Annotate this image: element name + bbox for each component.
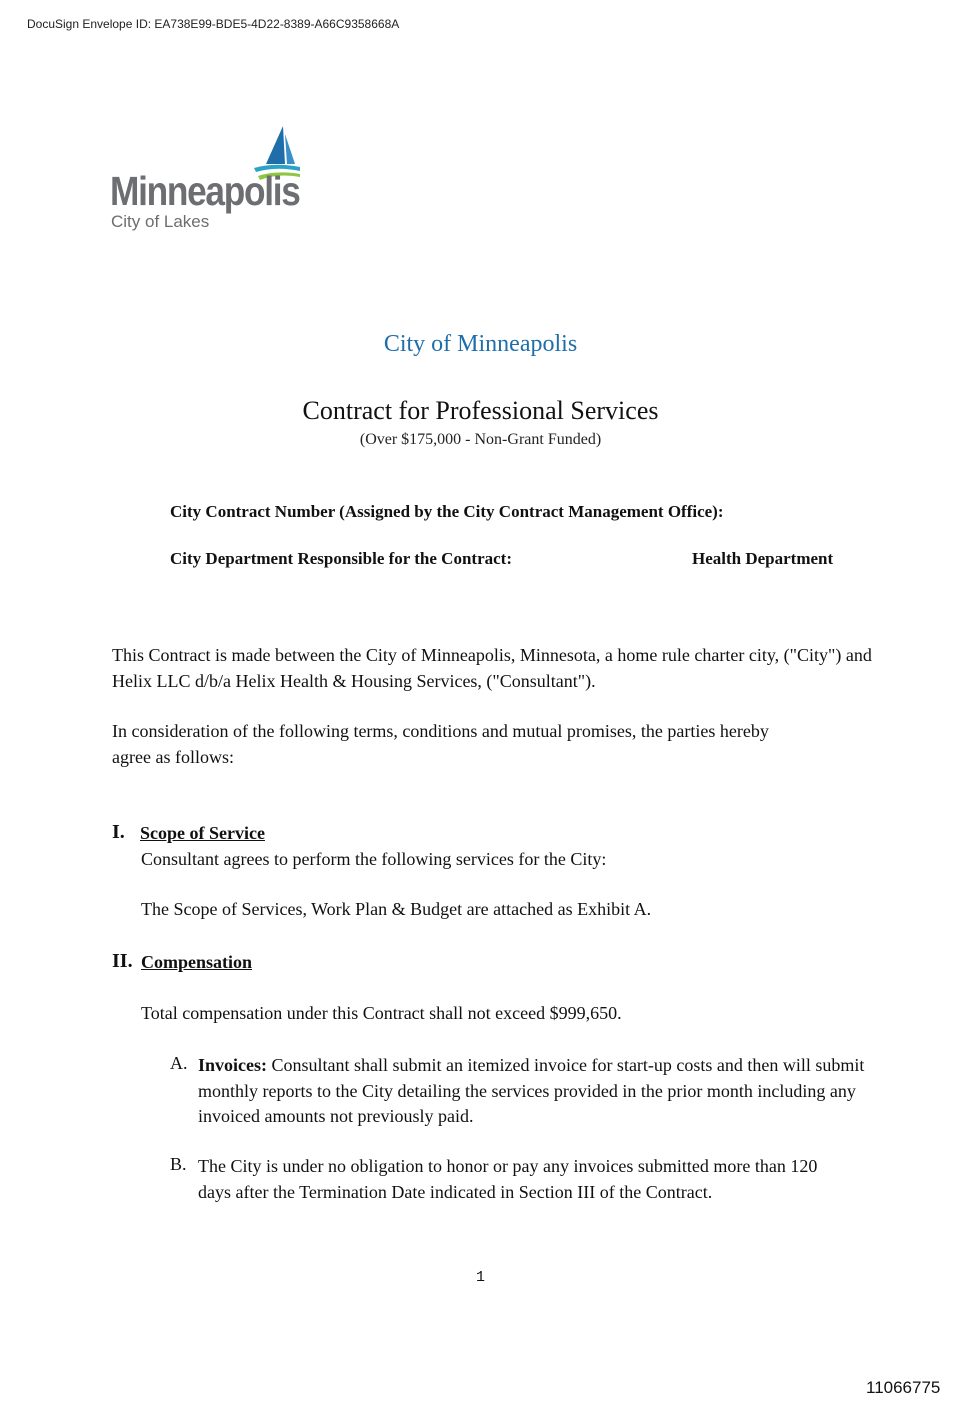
consideration-paragraph: In consideration of the following terms, conditions and mutual promises, the parties hereby agree as follows: xyxy=(112,721,769,767)
section-title: Scope of Service xyxy=(140,823,265,843)
list-item xyxy=(198,1053,868,1130)
list-item-text: The City is under no obligation to honor or pay any invoices submitted more than 120 days after the Termination Date indicated in Section III of the Contract. xyxy=(198,1156,818,1202)
section-title: Compensation xyxy=(141,952,253,972)
section-text: The Scope of Services, Work Plan & Budget are attached as Exhibit A. xyxy=(141,899,652,919)
intro-paragraph: This Contract is made between the City of Minneapolis, Minnesota, a home rule charter city, ("City") and Helix LLC d/b/a Helix Health & Housing Services, ("Consultant"). xyxy=(112,645,872,691)
department-label: City Department Responsible for the Contract: xyxy=(170,549,512,568)
contract-number-label: City Contract Number (Assigned by the City Contract Management Office): xyxy=(170,502,724,521)
section-text: Total compensation under this Contract shall not exceed $999,650. xyxy=(141,1003,622,1023)
list-item-letter: A. xyxy=(170,1053,188,1073)
list-item-text: Consultant shall submit an itemized invoice for start-up costs and then will submit monthly reports to the City detailing the services provided in the prior month including any invoiced amounts not previously paid. xyxy=(198,1055,865,1126)
document-id: 11066775 xyxy=(866,1378,941,1397)
envelope-id: DocuSign Envelope ID: EA738E99-BDE5-4D22-8389-A66C9358668A xyxy=(27,17,400,31)
list-item xyxy=(198,1154,848,1205)
section-number: II. xyxy=(112,950,133,972)
department-value: Health Department xyxy=(692,549,834,568)
page-number: 1 xyxy=(475,1269,485,1286)
section-number: I. xyxy=(112,821,125,843)
list-item-letter: B. xyxy=(170,1154,187,1174)
city-title: City of Minneapolis xyxy=(383,331,578,357)
contract-subtitle: (Over $175,000 - Non-Grant Funded) xyxy=(359,431,602,448)
section-text: Consultant agrees to perform the following services for the City: xyxy=(141,849,607,869)
invoices-label: Invoices: xyxy=(198,1055,267,1075)
logo-wordmark: Minneapolis xyxy=(110,168,300,214)
contract-title: Contract for Professional Services xyxy=(302,396,659,425)
logo-tagline: City of Lakes xyxy=(111,212,210,231)
